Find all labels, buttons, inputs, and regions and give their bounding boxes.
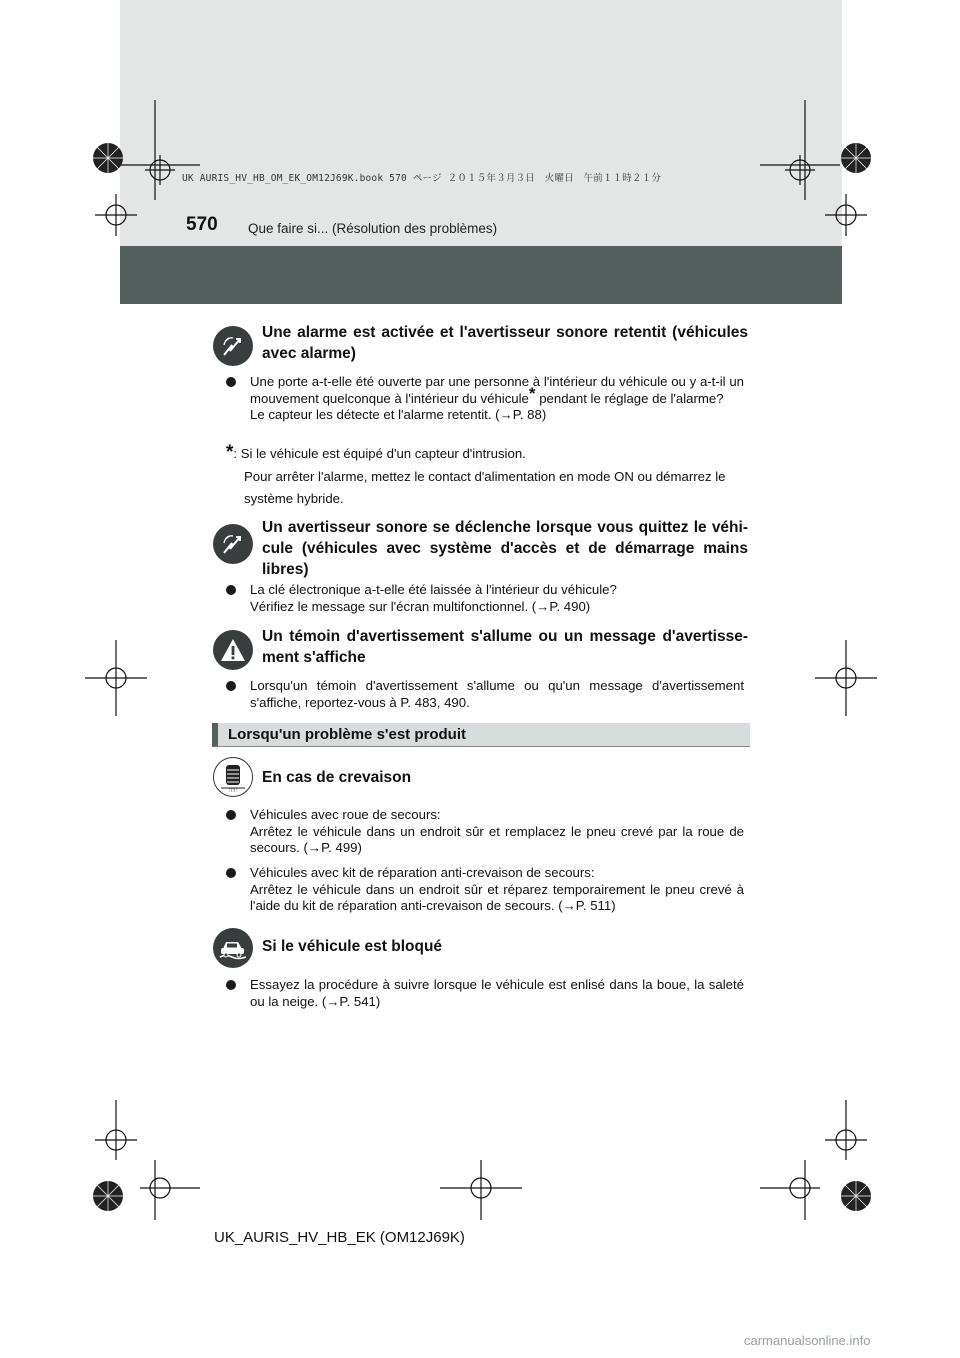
list-item [226,582,744,615]
print-info-line: UK AURIS_HV_HB_OM_EK_OM12J69K.book 570 ページ ２０１５年３月３日 火曜日 午前１１時２１分 [182,173,662,184]
footnote [226,442,526,465]
section-heading-flat: En cas de crevaison [262,769,412,786]
note-text: Pour arrêter l'alarme, mettez le contact d'alimentation en mode ON ou démarrez le système hybride. [244,469,726,506]
stuck-car-icon [213,928,253,968]
tire-icon [213,757,253,797]
alarm-icon [213,524,253,564]
bullet-text: Arrêtez le véhicule dans un endroit sûr et réparez temporairement le pneu crevé à l'aide du kit de réparation anti-crevaison de secours. (→P. 511) [250,881,744,913]
list-item [226,865,744,915]
svg-text:!(!)!: !(!)! [229,787,237,792]
footnote-text: : Si le véhicule est équipé d'un capteur d'intrusion. [233,446,526,461]
list-item [226,374,744,424]
section-heading-stuck: Si le véhicule est bloqué [262,938,443,955]
bullet-text: Le capteur les détecte et l'alarme retentit. (→P. 88) [250,407,547,422]
bullet-text: Une porte a-t-elle été ouverte par une personne à l'intérieur du véhicule ou y a-t-il un mouvement quelconque à l'intérieur du véhicule [250,374,744,406]
list-item [226,977,744,1010]
bullet-icon [226,980,236,990]
bullet-text: Lorsqu'un témoin d'avertissement s'allume ou qu'un message d'avertissement s'affiche, reportez-vous à P. 483, 490. [250,678,744,710]
alarm-icon [213,326,253,366]
section-heading-alarm: Une alarme est activée et l'avertisseur sonore retentit (véhicules avec alarme) [262,324,748,362]
bullet-icon [226,585,236,595]
section-bar [212,723,750,747]
footer-code: UK_AURIS_HV_HB_EK (OM12J69K) [214,1229,465,1246]
section-heading-keyless: Un avertisseur sonore se déclenche lorsque vous quittez le véhi- cule (véhicules avec système d'accès et de démarrage mains libres) [262,519,748,578]
bullet-text: La clé électronique a-t-elle été laissée à l'intérieur du véhicule? [250,582,617,597]
list-item [226,678,744,711]
bullet-text: Véhicules avec roue de secours: [250,807,441,822]
bullet-text: Véhicules avec kit de réparation anti-crevaison de secours: [250,865,595,880]
footnote-marker: * [226,442,234,463]
bullet-text: Arrêtez le véhicule dans un endroit sûr et remplacez le pneu crevé par la roue de secours. (→P. 499) [250,823,744,855]
bullet-icon [226,868,236,878]
bullet-icon [226,810,236,820]
page-number: 570 [186,214,218,235]
section-bar-title: Lorsqu'un problème s'est produit [228,726,466,743]
asterisk-marker: * [528,383,536,403]
watermark: carmanualsonline.info [744,1333,871,1348]
bullet-text-end: pendant le réglage de l'alarme? [535,390,724,406]
bullet-text: Vérifiez le message sur l'écran multifonctionnel. (→P. 490) [250,598,591,614]
section-heading-warning: Un témoin d'avertissement s'allume ou un message d'avertisse- ment s'affiche [262,628,748,666]
bullet-text: Essayez la procédure à suivre lorsque le véhicule est enlisé dans la boue, la saleté ou la neige. (→P. 541) [250,977,744,1009]
bullet-icon [226,681,236,691]
bullet-icon [226,377,236,387]
list-item [226,807,744,857]
warning-icon [213,630,253,670]
page-title: Que faire si... (Résolution des problèmes) [248,221,498,236]
